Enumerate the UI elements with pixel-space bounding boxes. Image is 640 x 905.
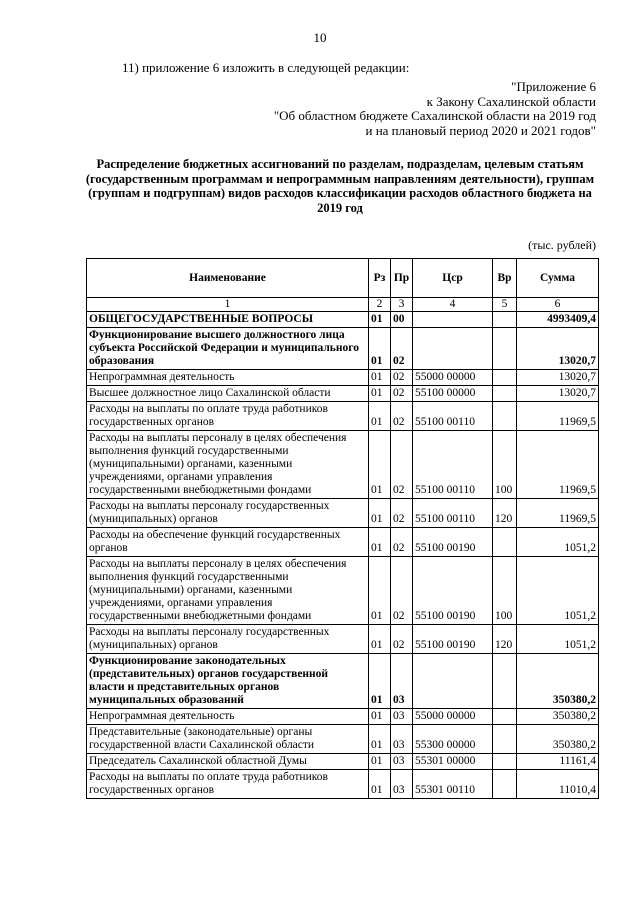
row-sum: 11969,5	[517, 402, 599, 431]
table-row	[87, 528, 599, 557]
row-rz: 01	[369, 625, 391, 654]
row-name: Непрограммная деятельность	[87, 709, 369, 725]
table-header-row	[87, 259, 599, 298]
table-row	[87, 725, 599, 754]
table-row	[87, 709, 599, 725]
row-csr: 55000 00000	[413, 370, 493, 386]
table-body	[87, 312, 599, 799]
header-vr: Вр	[493, 259, 517, 298]
row-rz: 01	[369, 770, 391, 799]
table-row	[87, 770, 599, 799]
row-csr	[413, 312, 493, 328]
row-pr: 02	[391, 402, 413, 431]
row-name: Расходы на выплаты персоналу государственных (муниципальных) органов	[87, 625, 369, 654]
row-name: Расходы на выплаты персоналу в целях обеспечения выполнения функций государственными (муниципальными) органами, казенными учреждениями, органами управления государственными внебюджетными фондами	[87, 557, 369, 625]
row-name: ОБЩЕГОСУДАРСТВЕННЫЕ ВОПРОСЫ	[87, 312, 369, 328]
row-pr: 02	[391, 499, 413, 528]
units-label: (тыс. рублей)	[528, 238, 596, 252]
table-row	[87, 754, 599, 770]
header-sum: Сумма	[517, 259, 599, 298]
table-row	[87, 431, 599, 499]
row-pr: 03	[391, 754, 413, 770]
row-name: Функционирование высшего должностного лица субъекта Российской Федерации и муниципального образования	[87, 328, 369, 370]
row-pr: 02	[391, 528, 413, 557]
row-rz: 01	[369, 328, 391, 370]
table-row	[87, 370, 599, 386]
header-rz: Рз	[369, 259, 391, 298]
row-sum: 4993409,4	[517, 312, 599, 328]
row-vr	[493, 725, 517, 754]
budget-table	[86, 258, 599, 799]
row-name: Высшее должностное лицо Сахалинской области	[87, 386, 369, 402]
row-sum: 1051,2	[517, 557, 599, 625]
row-sum: 350380,2	[517, 654, 599, 709]
row-csr: 55100 00110	[413, 499, 493, 528]
appendix-line-1: "Приложение 6	[511, 79, 596, 94]
row-csr: 55100 00190	[413, 528, 493, 557]
index-6: 6	[517, 298, 599, 312]
row-rz: 01	[369, 312, 391, 328]
table-row	[87, 312, 599, 328]
table-row	[87, 654, 599, 709]
row-pr: 02	[391, 431, 413, 499]
row-name: Расходы на выплаты по оплате труда работников государственных органов	[87, 402, 369, 431]
row-sum: 13020,7	[517, 370, 599, 386]
appendix-line-2: к Закону Сахалинской области	[426, 93, 596, 109]
row-csr	[413, 654, 493, 709]
row-name: Расходы на выплаты по оплате труда работников государственных органов	[87, 770, 369, 799]
table-row	[87, 386, 599, 402]
row-pr: 03	[391, 770, 413, 799]
row-rz: 01	[369, 499, 391, 528]
row-pr: 03	[391, 725, 413, 754]
column-index-row	[87, 298, 599, 312]
row-sum: 11161,4	[517, 754, 599, 770]
row-pr: 02	[391, 328, 413, 370]
table-row	[87, 557, 599, 625]
header-pr: Пр	[391, 259, 413, 298]
row-vr: 120	[493, 499, 517, 528]
row-name: Функционирование законодательных (представительных) органов государственной власти и представительных органов муниципальных образований	[87, 654, 369, 709]
row-csr: 55100 00000	[413, 386, 493, 402]
row-vr	[493, 754, 517, 770]
row-rz: 01	[369, 725, 391, 754]
row-pr: 03	[391, 709, 413, 725]
row-vr	[493, 312, 517, 328]
table-row	[87, 625, 599, 654]
page-number: 10	[313, 30, 327, 45]
row-sum: 350380,2	[517, 725, 599, 754]
row-sum: 350380,2	[517, 709, 599, 725]
table-row	[87, 402, 599, 431]
row-csr: 55300 00000	[413, 725, 493, 754]
intro-text: 11) приложение 6 изложить в следующей редакции:	[122, 60, 410, 75]
row-rz: 01	[369, 431, 391, 499]
header-csr: Цср	[413, 259, 493, 298]
row-csr: 55100 00190	[413, 625, 493, 654]
row-name: Расходы на выплаты персоналу государственных (муниципальных) органов	[87, 499, 369, 528]
index-5: 5	[493, 298, 517, 312]
row-rz: 01	[369, 557, 391, 625]
row-rz: 01	[369, 654, 391, 709]
row-sum: 1051,2	[517, 625, 599, 654]
row-pr: 00	[391, 312, 413, 328]
row-name: Представительные (законодательные) органы государственной власти Сахалинской области	[87, 725, 369, 754]
row-vr	[493, 328, 517, 370]
row-rz: 01	[369, 754, 391, 770]
row-vr	[493, 386, 517, 402]
row-vr: 100	[493, 431, 517, 499]
row-rz: 01	[369, 528, 391, 557]
row-vr: 100	[493, 557, 517, 625]
table-row	[87, 328, 599, 370]
document-heading: Распределение бюджетных ассигнований по разделам, подразделам, целевым статьям (государственным программам и непрограммным направлениям деятельности), группам (группам и подгруппам) видов расходов классификации расходов областного бюджета на 2019 год	[85, 157, 595, 215]
row-sum: 11969,5	[517, 499, 599, 528]
appendix-line-3: "Об областном бюджете Сахалинской области на 2019 год	[273, 108, 596, 123]
row-sum: 13020,7	[517, 328, 599, 370]
row-csr	[413, 328, 493, 370]
index-1: 1	[87, 298, 369, 312]
row-sum: 13020,7	[517, 386, 599, 402]
row-csr: 55000 00000	[413, 709, 493, 725]
row-csr: 55301 00110	[413, 770, 493, 799]
row-pr: 02	[391, 625, 413, 654]
row-name: Непрограммная деятельность	[87, 370, 369, 386]
row-vr	[493, 402, 517, 431]
row-rz: 01	[369, 386, 391, 402]
row-pr: 02	[391, 557, 413, 625]
row-vr	[493, 654, 517, 709]
row-sum: 1051,2	[517, 528, 599, 557]
row-pr: 03	[391, 654, 413, 709]
appendix-line-4: и на плановый период 2020 и 2021 годов"	[365, 122, 596, 138]
row-vr	[493, 709, 517, 725]
row-sum: 11969,5	[517, 431, 599, 499]
row-pr: 02	[391, 386, 413, 402]
row-vr	[493, 528, 517, 557]
row-rz: 01	[369, 370, 391, 386]
row-csr: 55100 00190	[413, 557, 493, 625]
row-csr: 55301 00000	[413, 754, 493, 770]
header-name: Наименование	[87, 259, 369, 298]
row-csr: 55100 00110	[413, 402, 493, 431]
index-3: 3	[391, 298, 413, 312]
row-rz: 01	[369, 709, 391, 725]
row-rz: 01	[369, 402, 391, 431]
row-name: Расходы на обеспечение функций государственных органов	[87, 528, 369, 557]
row-name: Председатель Сахалинской областной Думы	[87, 754, 369, 770]
row-pr: 02	[391, 370, 413, 386]
row-vr	[493, 770, 517, 799]
index-2: 2	[369, 298, 391, 312]
row-vr: 120	[493, 625, 517, 654]
row-csr: 55100 00110	[413, 431, 493, 499]
row-vr	[493, 370, 517, 386]
index-4: 4	[413, 298, 493, 312]
row-sum: 11010,4	[517, 770, 599, 799]
row-name: Расходы на выплаты персоналу в целях обеспечения выполнения функций государственными (муниципальными) органами, казенными учреждениями, органами управления государственными внебюджетными фондами	[87, 431, 369, 499]
appendix-reference	[274, 80, 596, 138]
table-row	[87, 499, 599, 528]
